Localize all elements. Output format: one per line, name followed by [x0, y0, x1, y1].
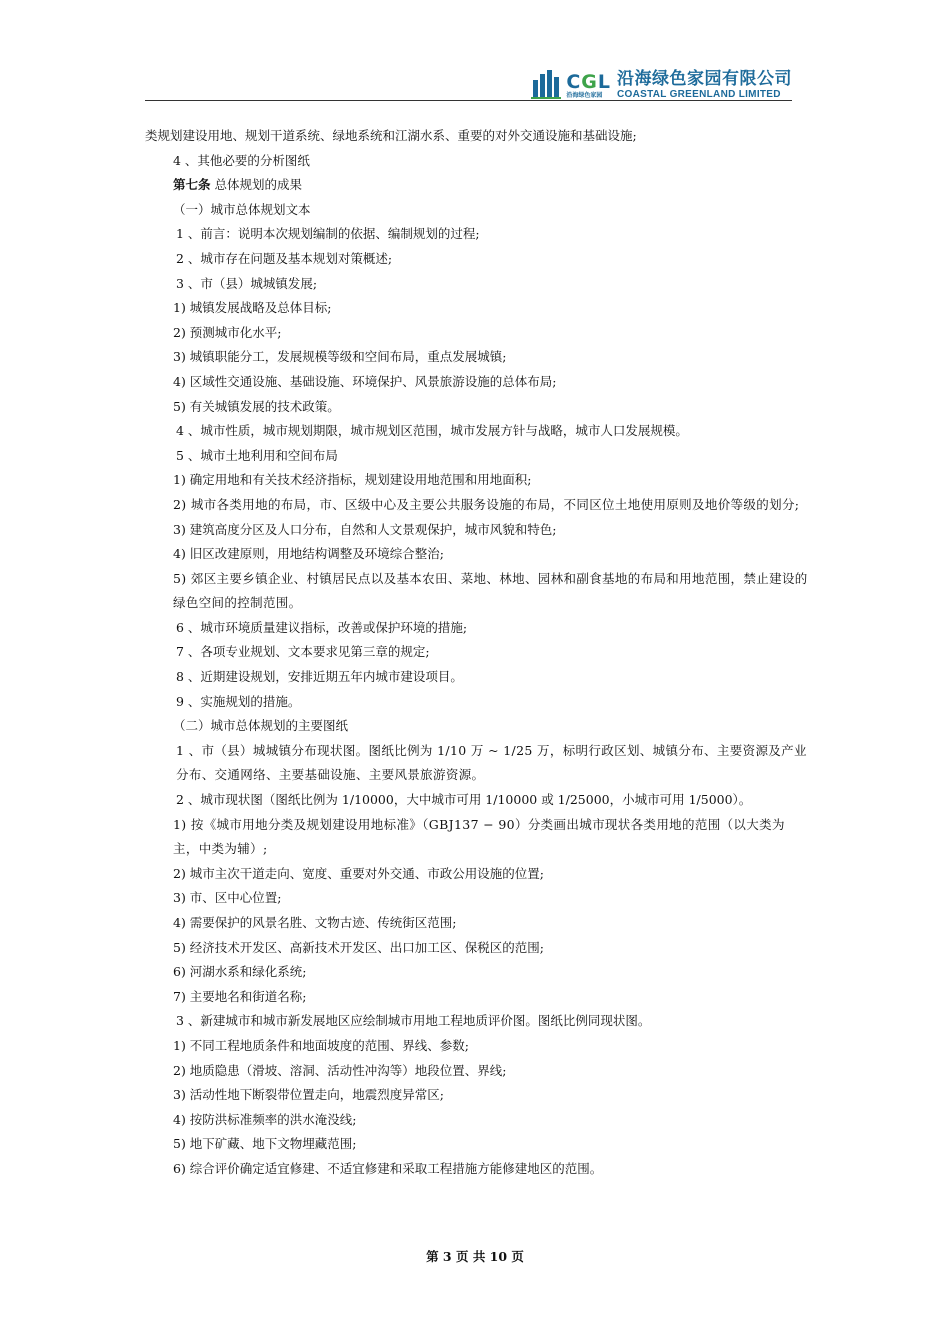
list-item: 4) 区域性交通设施、基础设施、环境保护、风景旅游设施的总体布局;	[173, 373, 557, 389]
logo-company-name	[617, 69, 792, 100]
paragraph-line: 2 、城市存在问题及基本规划对策概述;	[176, 250, 393, 266]
logo-cgl-subtitle: 沿海绿色家园	[566, 92, 603, 99]
list-item: 5) 有关城镇发展的技术政策。	[173, 398, 340, 414]
list-item: 2) 城市主次干道走向、宽度、重要对外交通、市政公用设施的位置;	[173, 865, 545, 881]
section-heading: （一）城市总体规划文本	[173, 201, 311, 217]
page-number: 第 3 页 共 10 页	[426, 1249, 524, 1264]
list-item: 1) 确定用地和有关技术经济指标，规划建设用地范围和用地面积;	[173, 472, 532, 488]
list-item: 3) 城镇职能分工，发展规模等级和空间布局，重点发展城镇;	[173, 349, 507, 365]
article-title: 总体规划的成果	[210, 177, 302, 193]
paragraph-line: 2 、城市现状图（图纸比例为 1/10000，大中城市可用 1/10000 或 1/25000，小城市可用 1/5000）。	[176, 792, 752, 808]
logo-cgl-letters: CGL	[566, 71, 611, 93]
list-item: 5) 经济技术开发区、高新技术开发区、出口加工区、保税区的范围;	[173, 939, 545, 955]
building-logo-icon	[530, 68, 562, 100]
list-item: 2) 地质隐患（滑坡、溶洞、活动性冲沟等）地段位置、界线;	[173, 1062, 507, 1078]
paragraph-line: 6 、城市环境质量建议指标，改善或保护环境的措施;	[176, 619, 468, 635]
list-item: 7) 主要地名和街道名称;	[173, 988, 307, 1004]
list-item: 3) 市、区中心位置;	[173, 890, 282, 906]
list-item: 3) 建筑高度分区及人口分布，自然和人文景观保护，城市风貌和特色;	[173, 521, 557, 537]
paragraph-line: 1 、前言：说明本次规划编制的依据、编制规划的过程;	[176, 226, 480, 242]
list-item: 1) 城镇发展战略及总体目标;	[173, 300, 332, 316]
list-item: 1) 不同工程地质条件和地面坡度的范围、界线、参数;	[173, 1037, 470, 1053]
paragraph-line: 3 、市（县）城城镇发展;	[176, 275, 318, 291]
paragraph-line: 7 、各项专业规划、文本要求见第三章的规定;	[176, 644, 430, 660]
paragraph-line: 3 、新建城市和城市新发展地区应绘制城市用地工程地质评价图。图纸比例同现状图。	[176, 1013, 651, 1029]
paragraph-line: 8 、近期建设规划，安排近期五年内城市建设项目。	[176, 669, 463, 685]
paragraph-line: 4 、其他必要的分析图纸	[173, 152, 310, 168]
list-item: 2) 预测城市化水平;	[173, 324, 282, 340]
paragraph-line: 1 、市（县）城城镇分布现状图。图纸比例为 1/10 万 ~ 1/25 万，标明行政区划、城镇分布、主要资源及产业分布、交通网络、主要基础设施、主要风景旅游资源。	[176, 742, 807, 783]
list-item: 4) 需要保护的风景名胜、文物古迹、传统街区范围;	[173, 915, 457, 930]
list-item: 2) 城市各类用地的布局，市、区级中心及主要公共服务设施的布局，不同区位土地使用原则及地价等级的划分;	[173, 496, 800, 512]
header-divider	[145, 100, 792, 101]
paragraph-line: 类规划建设用地、规划干道系统、绿地系统和江湖水系、重要的对外交通设施和基础设施;	[145, 128, 637, 143]
list-item: 5) 郊区主要乡镇企业、村镇居民点以及基本农田、菜地、林地、园林和副食基地的布局和用地范围，禁止建设的绿色空间的控制范围。	[173, 570, 808, 611]
list-item: 4) 旧区改建原则，用地结构调整及环境综合整治;	[173, 546, 445, 562]
list-item: 3) 活动性地下断裂带位置走向，地震烈度异常区;	[173, 1087, 445, 1103]
section-heading: （二）城市总体规划的主要图纸	[173, 718, 349, 734]
page-header	[145, 60, 792, 104]
list-item: 6) 综合评价确定适宜修建、不适宜修建和采取工程措施方能修建地区的范围。	[173, 1160, 603, 1176]
paragraph-line: 4 、城市性质，城市规划期限，城市规划区范围，城市发展方针与战略，城市人口发展规模。	[176, 423, 688, 439]
article-number: 第七条	[173, 177, 211, 193]
company-name-en: COASTAL GREENLAND LIMITED	[617, 89, 781, 100]
document-body	[145, 124, 810, 1182]
company-logo	[530, 66, 792, 100]
paragraph-line: 5 、城市土地利用和空间布局	[176, 447, 338, 463]
list-item: 5) 地下矿藏、地下文物埋藏范围;	[173, 1136, 357, 1152]
logo-cgl-mark	[566, 72, 611, 100]
paragraph-line: 9 、实施规划的措施。	[176, 693, 301, 709]
article-heading	[145, 173, 810, 198]
list-item: 4) 按防洪标准频率的洪水淹没线;	[173, 1111, 357, 1127]
list-item: 6) 河湖水系和绿化系统;	[173, 964, 307, 980]
list-item: 1) 按《城市用地分类及规划建设用地标准》（GBJ137 − 90）分类画出城市现状各类用地的范围（以大类为主，中类为辅）;	[173, 816, 785, 857]
company-name-cn: 沿海绿色家园有限公司	[617, 69, 792, 89]
